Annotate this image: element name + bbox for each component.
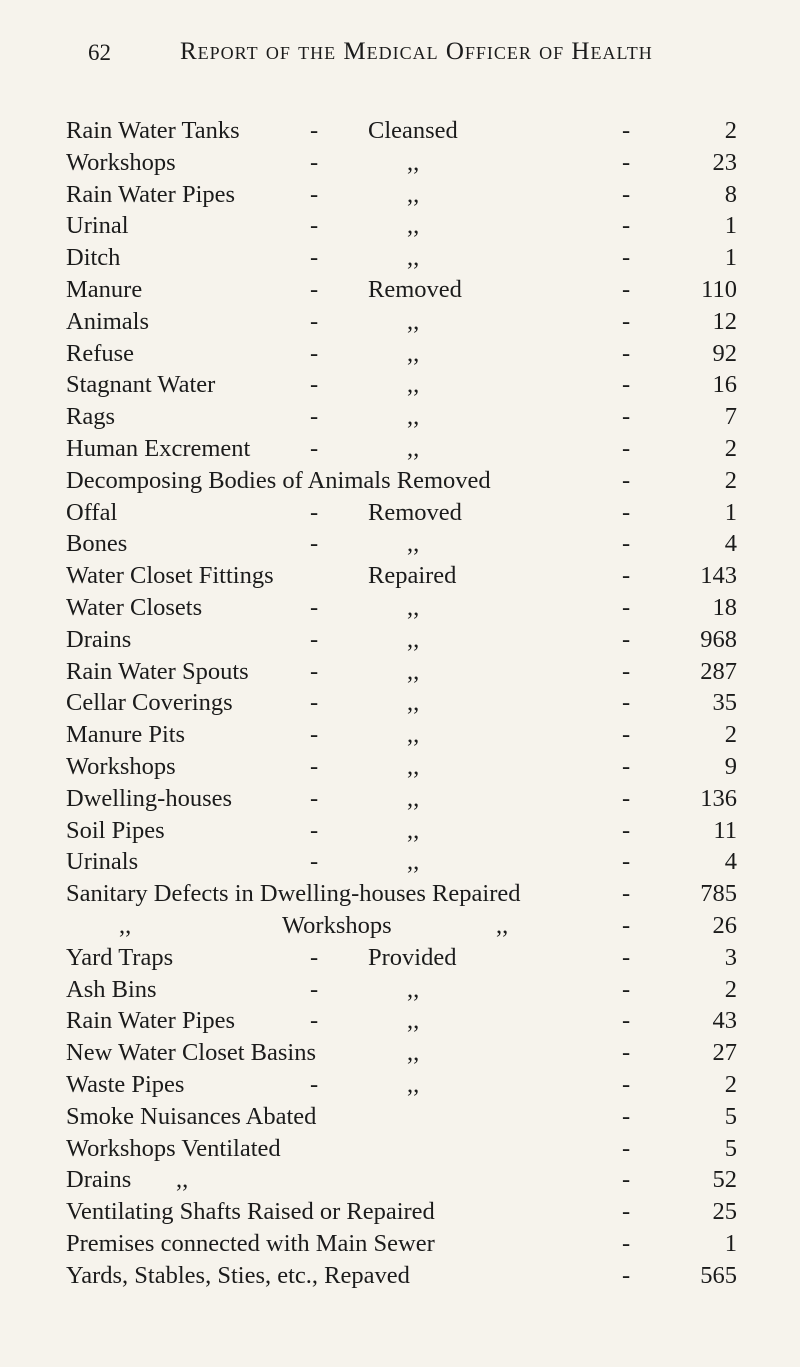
row-item: Sanitary Defects in Dwelling-houses Repaired [66,880,521,908]
leader-dash: - [622,562,631,590]
row-item: Premises connected with Main Sewer [66,1229,435,1257]
row-item: Yards, Stables, Sties, etc., Repaved [66,1261,410,1289]
ditto-mark: ,, [119,911,132,939]
row-item: Rain Water Pipes [66,1007,236,1035]
table-row [0,306,800,338]
table-row [0,1101,800,1133]
leader-dash: - [622,943,631,971]
row-item: Rags [66,403,115,431]
page-header [0,34,800,74]
leader-dash: - [622,752,631,780]
row-item: Rain Water Tanks [66,117,240,144]
row-item: Urinal [66,212,129,240]
row-count: 92 [712,339,737,367]
table-row [0,1069,800,1101]
row-count: 2 [724,975,737,1003]
leader-dash: - [622,657,631,685]
leader-dash: - [310,403,319,431]
row-item: Workshops Ventilated [66,1134,281,1162]
leader-dash: - [622,911,631,939]
row-count: 143 [700,562,737,590]
ditto-mark: ,, [407,434,420,462]
table-row [0,147,800,179]
row-item: Refuse [66,339,135,367]
row-item: Workshops [66,148,176,176]
ditto-mark: ,, [407,784,420,812]
row-count: 5 [724,1102,737,1130]
row-item: Decomposing Bodies of Animals Removed [66,466,491,494]
row-count: 23 [712,148,737,176]
ditto-mark: ,, [407,244,420,272]
table-row [0,179,800,211]
ditto-mark: ,, [407,657,420,685]
leader-dash: - [622,371,631,399]
ditto-mark: ,, [407,339,420,367]
leader-dash: - [622,1102,631,1130]
row-count: 2 [724,117,737,144]
ditto-mark: ,, [407,721,420,749]
table-row [0,528,800,560]
ditto-mark: ,, [176,1166,189,1194]
leader-dash: - [310,434,319,462]
leader-dash: - [310,625,319,653]
table-row [0,815,800,847]
ditto-mark: ,, [407,1070,420,1098]
table-row [0,1133,800,1165]
ditto-mark: ,, [407,1007,420,1035]
table-row [0,210,800,242]
row-item: Drains [66,625,132,653]
row-count: 1 [724,212,737,240]
leader-dash: - [310,784,319,812]
table-row [0,274,800,306]
table-row [0,656,800,688]
table-row [0,942,800,974]
table-row [0,846,800,878]
leader-dash: - [310,148,319,176]
table-row [0,751,800,783]
leader-dash: - [622,275,631,303]
leader-dash: - [310,816,319,844]
leader-dash: - [310,339,319,367]
table-row [0,624,800,656]
leader-dash: - [310,752,319,780]
row-action: Cleansed [368,117,458,144]
leader-dash: - [622,689,631,717]
row-item: Stagnant Water [66,371,216,399]
leader-dash: - [310,117,319,144]
statistics-table [0,115,800,1291]
ditto-mark: ,, [407,307,420,335]
leader-dash: - [622,403,631,431]
row-item: Dwelling-houses [66,784,233,812]
row-count: 26 [712,911,737,939]
leader-dash: - [622,816,631,844]
leader-dash: - [622,180,631,208]
leader-dash: - [310,530,319,558]
leader-dash: - [310,180,319,208]
table-row [0,878,800,910]
row-item: Animals [66,307,150,335]
leader-dash: - [622,593,631,621]
leader-dash: - [310,657,319,685]
row-count: 3 [724,943,737,971]
row-count: 110 [701,275,737,303]
leader-dash: - [310,975,319,1003]
row-count: 968 [700,625,737,653]
ditto-mark: ,, [407,371,420,399]
table-row [0,1260,800,1292]
leader-dash: - [622,721,631,749]
row-item: Human Excrement [66,434,251,462]
row-count: 43 [712,1007,737,1035]
leader-dash: - [622,1198,631,1226]
ditto-mark: ,, [407,148,420,176]
leader-dash: - [310,689,319,717]
row-count: 27 [712,1039,737,1067]
row-item: Ditch [66,244,121,272]
row-item: Bones [66,530,128,558]
leader-dash: - [622,498,631,526]
row-count: 2 [724,721,737,749]
table-row [0,369,800,401]
ditto-mark: ,, [407,848,420,876]
table-row [0,115,800,147]
row-count: 12 [712,307,737,335]
row-count: 8 [724,180,737,208]
leader-dash: - [622,339,631,367]
row-count: 287 [700,657,737,685]
table-row [0,497,800,529]
row-count: 4 [724,848,737,876]
row-count: 16 [712,371,737,399]
leader-dash: - [622,1229,631,1257]
table-row [0,783,800,815]
row-item: Rain Water Pipes [66,180,236,208]
ditto-mark: ,, [407,625,420,653]
table-row [0,687,800,719]
row-item: Workshops [66,752,176,780]
row-item: Workshops [282,911,392,939]
row-action: Provided [368,943,457,971]
row-count: 1 [724,244,737,272]
leader-dash: - [622,1261,631,1289]
ditto-mark: ,, [407,593,420,621]
row-count: 785 [700,880,737,908]
page-number: 62 [88,40,111,65]
row-item: New Water Closet Basins [66,1039,317,1067]
ditto-mark: ,, [407,816,420,844]
ditto-mark: ,, [407,689,420,717]
leader-dash: - [622,117,631,144]
leader-dash: - [310,275,319,303]
row-count: 52 [712,1166,737,1194]
leader-dash: - [622,148,631,176]
row-count: 2 [724,1070,737,1098]
leader-dash: - [622,975,631,1003]
table-row [0,1037,800,1069]
ditto-mark: ,, [407,752,420,780]
leader-dash: - [310,244,319,272]
leader-dash: - [310,943,319,971]
table-row [0,592,800,624]
leader-dash: - [622,1166,631,1194]
row-count: 7 [724,403,737,431]
row-action: Removed [368,498,462,526]
row-count: 11 [713,816,737,844]
leader-dash: - [310,593,319,621]
leader-dash: - [622,1007,631,1035]
ditto-mark: ,, [407,975,420,1003]
row-count: 2 [724,466,737,494]
table-row [0,1005,800,1037]
ditto-mark: ,, [407,1039,420,1067]
ditto-mark: ,, [407,212,420,240]
table-row [0,465,800,497]
leader-dash: - [622,244,631,272]
ditto-mark: ,, [407,530,420,558]
row-action: Removed [368,275,462,303]
leader-dash: - [622,784,631,812]
table-row [0,433,800,465]
leader-dash: - [310,848,319,876]
row-count: 1 [724,498,737,526]
ditto-mark: ,, [407,180,420,208]
table-row [0,1228,800,1260]
row-count: 35 [712,689,737,717]
leader-dash: - [310,498,319,526]
row-item: Water Closet Fittings [66,562,274,590]
leader-dash: - [310,721,319,749]
row-item: Rain Water Spouts [66,657,249,685]
leader-dash: - [622,212,631,240]
row-count: 18 [712,593,737,621]
leader-dash: - [622,848,631,876]
row-item: Drains [66,1166,132,1194]
row-item: Water Closets [66,593,203,621]
table-row [0,560,800,592]
leader-dash: - [622,1134,631,1162]
leader-dash: - [622,530,631,558]
leader-dash: - [310,307,319,335]
ditto-mark: ,, [407,403,420,431]
leader-dash: - [622,466,631,494]
leader-dash: - [622,307,631,335]
table-row [0,910,800,942]
row-item: Yard Traps [66,943,174,971]
table-row [0,1164,800,1196]
table-row [0,974,800,1006]
leader-dash: - [622,1039,631,1067]
row-action: Repaired [368,562,457,590]
leader-dash: - [310,371,319,399]
row-item: Manure Pits [66,721,186,749]
row-item: Soil Pipes [66,816,165,844]
row-count: 565 [700,1261,737,1289]
row-count: 1 [724,1229,737,1257]
row-item: Ash Bins [66,975,157,1003]
leader-dash: - [310,1007,319,1035]
table-row [0,1196,800,1228]
leader-dash: - [310,212,319,240]
leader-dash: - [622,880,631,908]
leader-dash: - [622,1070,631,1098]
table-row [0,338,800,370]
row-item: Offal [66,498,118,526]
row-count: 5 [724,1134,737,1162]
row-count: 25 [712,1198,737,1226]
row-item: Urinals [66,848,139,876]
row-item: Manure [66,275,143,303]
ditto-mark: ,, [496,911,509,939]
table-row [0,242,800,274]
leader-dash: - [310,1070,319,1098]
row-count: 136 [700,784,737,812]
table-row [0,719,800,751]
row-item: Waste Pipes [66,1070,185,1098]
table-row [0,401,800,433]
row-count: 4 [724,530,737,558]
row-count: 2 [724,434,737,462]
leader-dash: - [622,625,631,653]
row-count: 9 [724,752,737,780]
row-item: Cellar Coverings [66,689,233,717]
row-item: Smoke Nuisances Abated [66,1102,317,1130]
leader-dash: - [622,434,631,462]
running-title: Report of the Medical Officer of Health [180,38,653,65]
row-item: Ventilating Shafts Raised or Repaired [66,1198,435,1226]
